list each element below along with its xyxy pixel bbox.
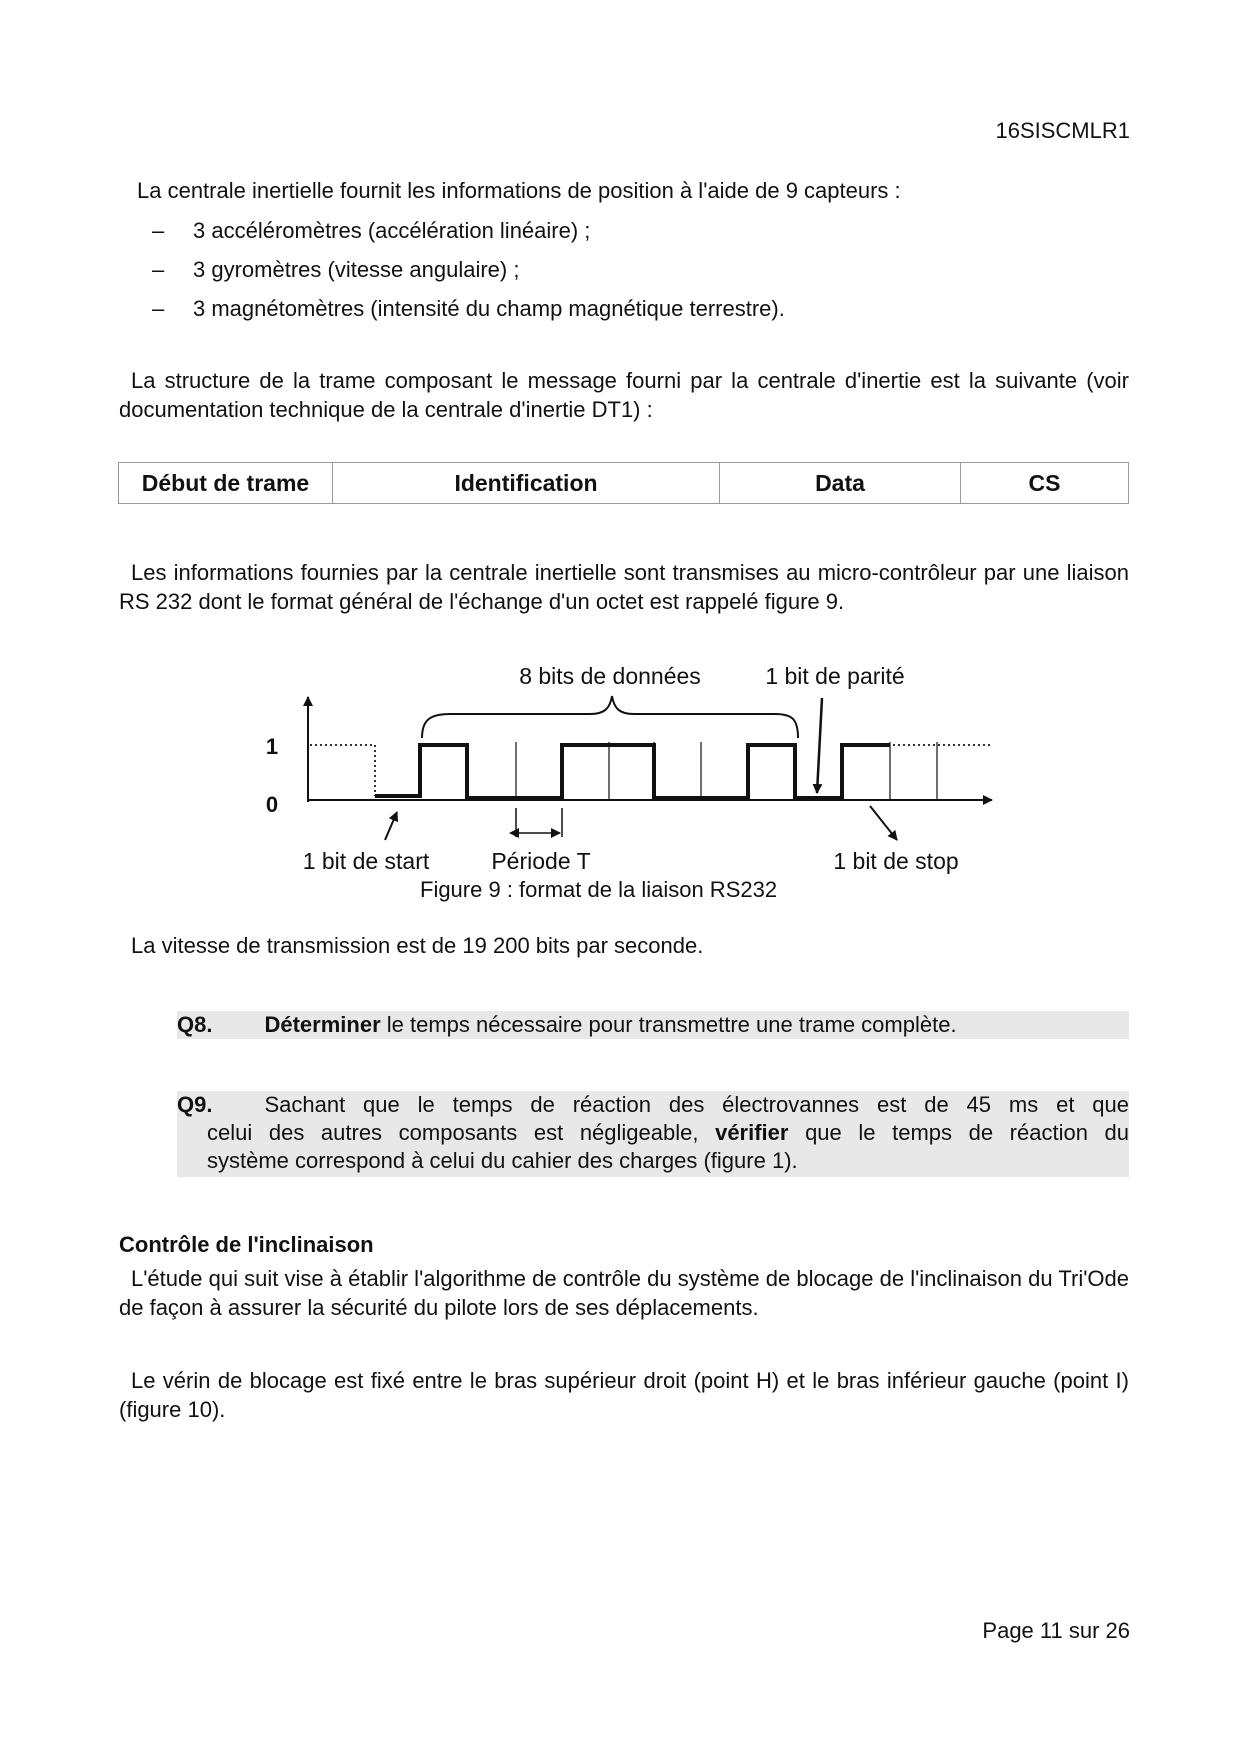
period-label: Période T (491, 848, 591, 874)
list-item: – 3 accéléromètres (accélération linéaire) ; (152, 218, 591, 243)
intro-text: La centrale inertielle fournit les informations de position à l'aide de 9 capteurs : (137, 178, 901, 203)
rs232-paragraph: Les informations fournies par la centrale inertielle sont transmises au micro-contrôleur par une liaison RS 232 dont le format général de l'échange d'un octet est rappelé figure 9. (119, 560, 1129, 614)
question-q8: Q8. Déterminer le temps nécessaire pour transmettre une trame complète. (177, 1011, 1129, 1039)
start-arrow (385, 812, 397, 840)
speed-paragraph: La vitesse de transmission est de 19 200 bits par seconde. (131, 933, 704, 958)
table-row (119, 463, 1129, 504)
parity-bit-label: 1 bit de parité (765, 663, 905, 689)
stop-arrow (870, 806, 897, 840)
page-number: Page 11 sur 26 (982, 1618, 1130, 1643)
idle-dotted-start (310, 745, 375, 796)
list-item: – 3 gyromètres (vitesse angulaire) ; (152, 257, 520, 282)
data-bits-brace (422, 696, 798, 738)
question-number: Q8. (177, 1012, 213, 1037)
bullet-dash: – (152, 296, 165, 321)
bullet-dash: – (152, 218, 165, 243)
bullet-dash: – (152, 257, 165, 282)
section-title: Contrôle de l'inclinaison (119, 1232, 374, 1257)
sensor-list (152, 216, 785, 333)
list-item: – 3 magnétomètres (intensité du champ magnétique terrestre). (152, 296, 785, 321)
table-cell-debut: Début de trame (119, 463, 333, 504)
figure-caption: Figure 9 : format de la liaison RS232 (420, 877, 778, 902)
figure-rs232-timing (0, 650, 1240, 910)
trame-structure-table (118, 462, 1129, 504)
table-cell-data: Data (720, 463, 961, 504)
trame-paragraph: La structure de la trame composant le message fourni par la centrale d'inertie est la suivante (voir documentation technique de la centrale d'inertie DT1) : (119, 368, 1129, 422)
question-verb: vérifier (715, 1120, 789, 1145)
bit-separators (516, 742, 937, 800)
parity-arrow (817, 698, 822, 793)
document-code: 16SISCMLR1 (995, 118, 1130, 143)
section-paragraph-2: Le vérin de blocage est fixé entre le bras supérieur droit (point H) et le bras inférieur gauche (point I) (figure 10). (119, 1368, 1129, 1422)
start-bit-label: 1 bit de start (302, 848, 430, 874)
table-cell-cs: CS (961, 463, 1129, 504)
stop-bit-label: 1 bit de stop (833, 848, 959, 874)
question-verb: Déterminer (264, 1012, 381, 1037)
question-q9: Q9. Sachant que le temps de réaction des électrovannes est de 45 ms et que celui des autres composants est négligeable, vérifier que le temps de réaction du système correspond à celui du cahier des charges (figure 1). (177, 1091, 1129, 1177)
table-cell-identification: Identification (333, 463, 720, 504)
rs232-timing-diagram (0, 650, 1240, 910)
section-paragraph-1: L'étude qui suit vise à établir l'algorithme de contrôle du système de blocage de l'inclinaison du Tri'Ode de façon à assurer la sécurité du pilote lors de ses déplacements. (119, 1266, 1129, 1320)
level-high-label: 1 (265, 734, 279, 759)
waveform-signal (375, 745, 890, 798)
data-bits-label: 8 bits de données (519, 663, 701, 689)
level-low-label: 0 (265, 792, 279, 817)
question-number: Q9. (177, 1092, 213, 1117)
